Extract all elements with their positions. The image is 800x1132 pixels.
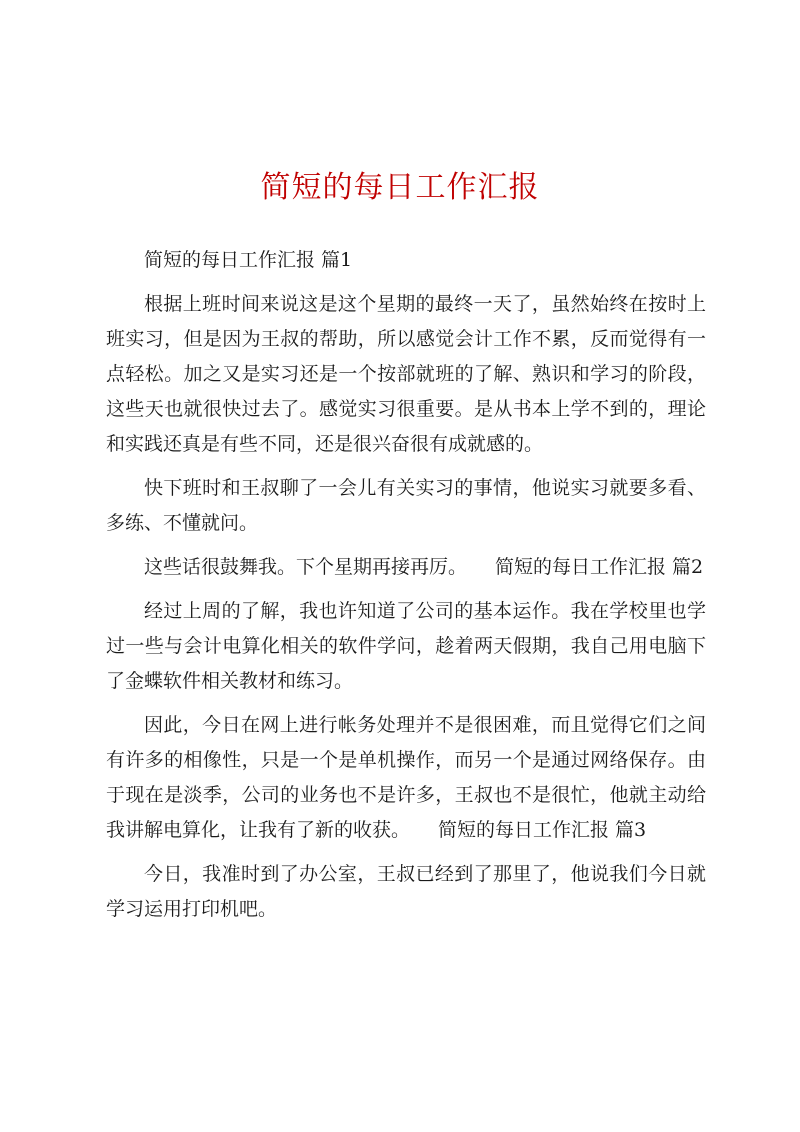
paragraph <box>106 708 706 848</box>
section-heading: 简短的每日工作汇报 篇2 <box>495 556 704 578</box>
paragraph <box>106 857 706 927</box>
paragraph-text: 这些话很鼓舞我。下个星期再接再厉。 <box>144 556 468 578</box>
paragraph-text: 今日，我准时到了办公室，王叔已经到了那里了，他说我们今日就学习运用打印机吧。 <box>106 863 706 920</box>
paragraph-text: 快下班时和王叔聊了一会儿有关实习的事情，他说实习就要多看、多练、不懂就问。 <box>106 477 706 534</box>
paragraph <box>106 243 706 278</box>
paragraph-text: 经过上周的了解，我也许知道了公司的基本运作。我在学校里也学过一些与会计电算化相关的软件学问，趁着两天假期，我自己用电脑下了金蝶软件相关教材和练习。 <box>106 600 706 692</box>
paragraph-text: 根据上班时间来说这是这个星期的最终一天了，虽然始终在按时上班实习，但是因为王叔的帮助，所以感觉会计工作不累，反而觉得有一点轻松。加之又是实习还是一个按部就班的了解、熟识和学习的阶段，这些天也就很快过去了。感觉实习很重要。是从书本上学不到的，理论和实践还真是有些不同，还是很兴奋很有成就感的。 <box>106 293 706 455</box>
paragraph <box>106 550 706 585</box>
paragraph-text: 因此，今日在网上进行帐务处理并不是很困难，而且觉得它们之间有许多的相像性，只是一个是单机操作，而另一个是通过网络保存。由于现在是淡季，公司的业务也不是许多，王叔也不是很忙，他就主动给我讲解电算化，让我有了新的收获。 <box>106 714 706 841</box>
paragraph <box>106 594 706 699</box>
section-heading: 简短的每日工作汇报 篇3 <box>438 819 647 841</box>
paragraph <box>106 471 706 541</box>
paragraph-text: 简短的每日工作汇报 篇1 <box>144 249 353 271</box>
document-body <box>106 243 706 936</box>
document-title: 简短的每日工作汇报 <box>260 170 540 205</box>
paragraph <box>106 287 706 462</box>
